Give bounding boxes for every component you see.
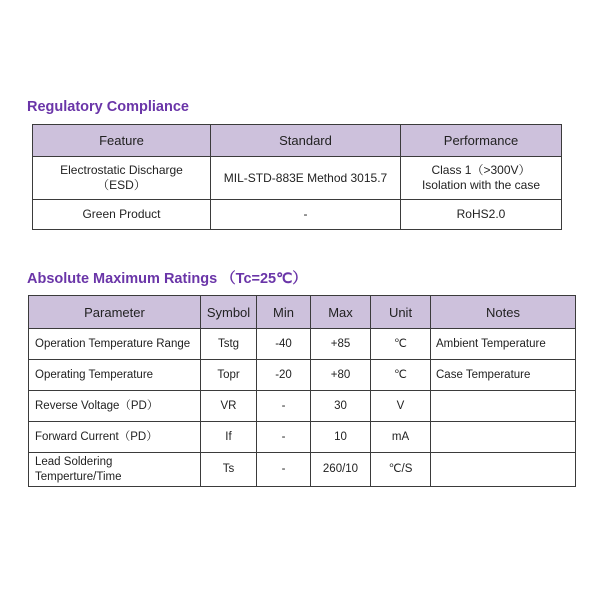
- feature-line: Electrostatic Discharge: [60, 163, 183, 177]
- feature-line: （ESD）: [97, 178, 146, 192]
- header-parameter: Parameter: [29, 296, 201, 329]
- unit-cell: V: [371, 391, 431, 422]
- table-header-row: [29, 296, 576, 329]
- max-cell: +80: [311, 360, 371, 391]
- max-cell: 10: [311, 422, 371, 453]
- header-symbol: Symbol: [201, 296, 257, 329]
- unit-cell: ℃/S: [371, 453, 431, 487]
- regulatory-compliance-title: Regulatory Compliance: [27, 99, 189, 115]
- parameter-cell: [29, 453, 201, 487]
- table-row: [29, 453, 576, 487]
- max-cell: 260/10: [311, 453, 371, 487]
- header-min: Min: [257, 296, 311, 329]
- notes-cell: Ambient Temperature: [431, 329, 576, 360]
- performance-line: Class 1（>300V）: [431, 163, 531, 177]
- unit-cell: ℃: [371, 360, 431, 391]
- max-cell: 30: [311, 391, 371, 422]
- header-notes: Notes: [431, 296, 576, 329]
- parameter-line: Temperture/Time: [35, 470, 122, 483]
- table-row: [29, 391, 576, 422]
- feature-cell: Green Product: [33, 200, 211, 230]
- parameter-cell: Operation Temperature Range: [29, 329, 201, 360]
- symbol-cell: Ts: [201, 453, 257, 487]
- symbol-cell: If: [201, 422, 257, 453]
- performance-line: Isolation with the case: [421, 178, 541, 192]
- table-row: [29, 360, 576, 391]
- min-cell: -: [257, 453, 311, 487]
- min-cell: -: [257, 391, 311, 422]
- header-feature: Feature: [33, 125, 211, 157]
- table-row: [33, 157, 562, 200]
- min-cell: -: [257, 422, 311, 453]
- header-unit: Unit: [371, 296, 431, 329]
- parameter-line: Lead Soldering: [35, 455, 113, 468]
- absolute-maximum-ratings-title: Absolute Maximum Ratings （Tc=25℃）: [27, 271, 307, 287]
- performance-cell: RoHS2.0: [401, 200, 562, 230]
- table-row: [29, 329, 576, 360]
- parameter-cell: Reverse Voltage（PD）: [29, 391, 201, 422]
- header-max: Max: [311, 296, 371, 329]
- parameter-cell: Operating Temperature: [29, 360, 201, 391]
- notes-cell: [431, 453, 576, 487]
- unit-cell: ℃: [371, 329, 431, 360]
- min-cell: -40: [257, 329, 311, 360]
- max-cell: +85: [311, 329, 371, 360]
- symbol-cell: Tstg: [201, 329, 257, 360]
- standard-cell: MIL-STD-883E Method 3015.7: [211, 157, 401, 200]
- header-performance: Performance: [401, 125, 562, 157]
- table-row: [29, 422, 576, 453]
- symbol-cell: Topr: [201, 360, 257, 391]
- unit-cell: mA: [371, 422, 431, 453]
- feature-cell: [33, 157, 211, 200]
- notes-cell: Case Temperature: [431, 360, 576, 391]
- parameter-cell: Forward Current（PD）: [29, 422, 201, 453]
- symbol-cell: VR: [201, 391, 257, 422]
- performance-cell: [401, 157, 562, 200]
- notes-cell: [431, 391, 576, 422]
- standard-cell: -: [211, 200, 401, 230]
- header-standard: Standard: [211, 125, 401, 157]
- notes-cell: [431, 422, 576, 453]
- min-cell: -20: [257, 360, 311, 391]
- absolute-maximum-ratings-table: [28, 295, 576, 487]
- table-header-row: [33, 125, 562, 157]
- table-row: [33, 200, 562, 230]
- regulatory-compliance-table: [32, 124, 562, 230]
